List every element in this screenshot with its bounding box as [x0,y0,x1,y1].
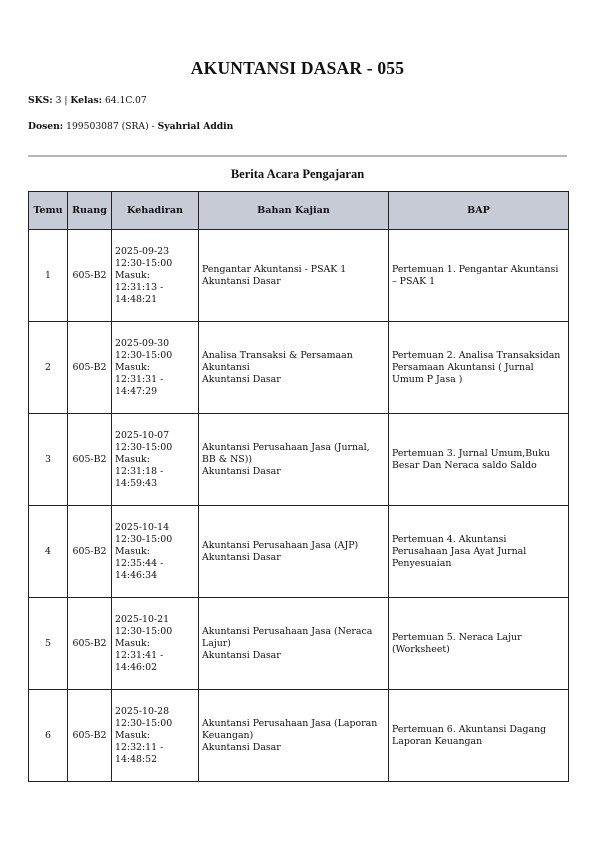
kehadiran-cell: 2025-10-14 12:30-15:00 Masuk: 12:35:44 - 14:46:34 [112,506,199,598]
sks-value: 3 [55,95,62,106]
bap-cell: Pertemuan 1. Pengantar Akuntansi – PSAK 1 [389,230,569,322]
bahan-kajian-cell: Akuntansi Perusahaan Jasa (Laporan Keuangan) Akuntansi Dasar [199,690,389,782]
kelas-label: Kelas: [70,95,103,106]
bahan-kajian-cell: Analisa Transaksi & Persamaan Akuntansi Akuntansi Dasar [199,322,389,414]
column-header-kehadiran: Kehadiran [112,192,199,230]
kehadiran-cell: 2025-09-30 12:30-15:00 Masuk: 12:31:31 - 14:47:29 [112,322,199,414]
sks-label: SKS: [28,95,53,106]
section-divider [28,155,567,157]
ruang-cell: 605-B2 [68,506,112,598]
temu-cell: 2 [29,322,68,414]
table-row [29,414,569,506]
temu-cell: 1 [29,230,68,322]
separator: | [64,95,68,106]
temu-cell: 5 [29,598,68,690]
column-header-bap: BAP [389,192,569,230]
bahan-kajian-cell: Akuntansi Perusahaan Jasa (Neraca Lajur) Akuntansi Dasar [199,598,389,690]
ruang-cell: 605-B2 [68,230,112,322]
dosen-label: Dosen: [28,121,64,132]
teaching-report-table [28,191,569,782]
temu-cell: 3 [29,414,68,506]
kehadiran-cell: 2025-10-28 12:30-15:00 Masuk: 12:32:11 - 14:48:52 [112,690,199,782]
kehadiran-cell: 2025-10-07 12:30-15:00 Masuk: 12:31:18 - 14:59:43 [112,414,199,506]
column-header-bahan-kajian: Bahan Kajian [199,192,389,230]
column-header-temu: Temu [29,192,68,230]
table-row [29,230,569,322]
bahan-kajian-cell: Pengantar Akuntansi - PSAK 1 Akuntansi Dasar [199,230,389,322]
ruang-cell: 605-B2 [68,598,112,690]
bahan-kajian-cell: Akuntansi Perusahaan Jasa (Jurnal, BB & NS)) Akuntansi Dasar [199,414,389,506]
table-row [29,322,569,414]
temu-cell: 6 [29,690,68,782]
temu-cell: 4 [29,506,68,598]
ruang-cell: 605-B2 [68,322,112,414]
kehadiran-cell: 2025-09-23 12:30-15:00 Masuk: 12:31:13 - 14:48:21 [112,230,199,322]
kelas-value: 64.1C.07 [104,95,147,106]
course-info [28,95,147,106]
table-row [29,598,569,690]
bap-cell: Pertemuan 4. Akuntansi Perusahaan Jasa Ayat Jurnal Penyesuaian [389,506,569,598]
bahan-kajian-cell: Akuntansi Perusahaan Jasa (AJP) Akuntansi Dasar [199,506,389,598]
table-row [29,506,569,598]
kehadiran-cell: 2025-10-21 12:30-15:00 Masuk: 12:31:41 - 14:46:02 [112,598,199,690]
bap-cell: Pertemuan 3. Jurnal Umum,Buku Besar Dan Neraca saldo Saldo [389,414,569,506]
column-header-ruang: Ruang [68,192,112,230]
document-title: AKUNTANSI DASAR - 055 [190,58,405,78]
section-title: Berita Acara Pengajaran [230,167,365,181]
bap-cell: Pertemuan 5. Neraca Lajur (Worksheet) [389,598,569,690]
lecturer-info [28,121,233,132]
bap-cell: Pertemuan 2. Analisa Transaksidan Persamaan Akuntansi ( Jurnal Umum P Jasa ) [389,322,569,414]
dosen-id: 199503087 (SRA) - [66,121,155,132]
table-row [29,690,569,782]
dosen-name: Syahrial Addin [157,121,234,132]
ruang-cell: 605-B2 [68,414,112,506]
ruang-cell: 605-B2 [68,690,112,782]
table-header-row [29,192,569,230]
bap-cell: Pertemuan 6. Akuntansi Dagang Laporan Keuangan [389,690,569,782]
